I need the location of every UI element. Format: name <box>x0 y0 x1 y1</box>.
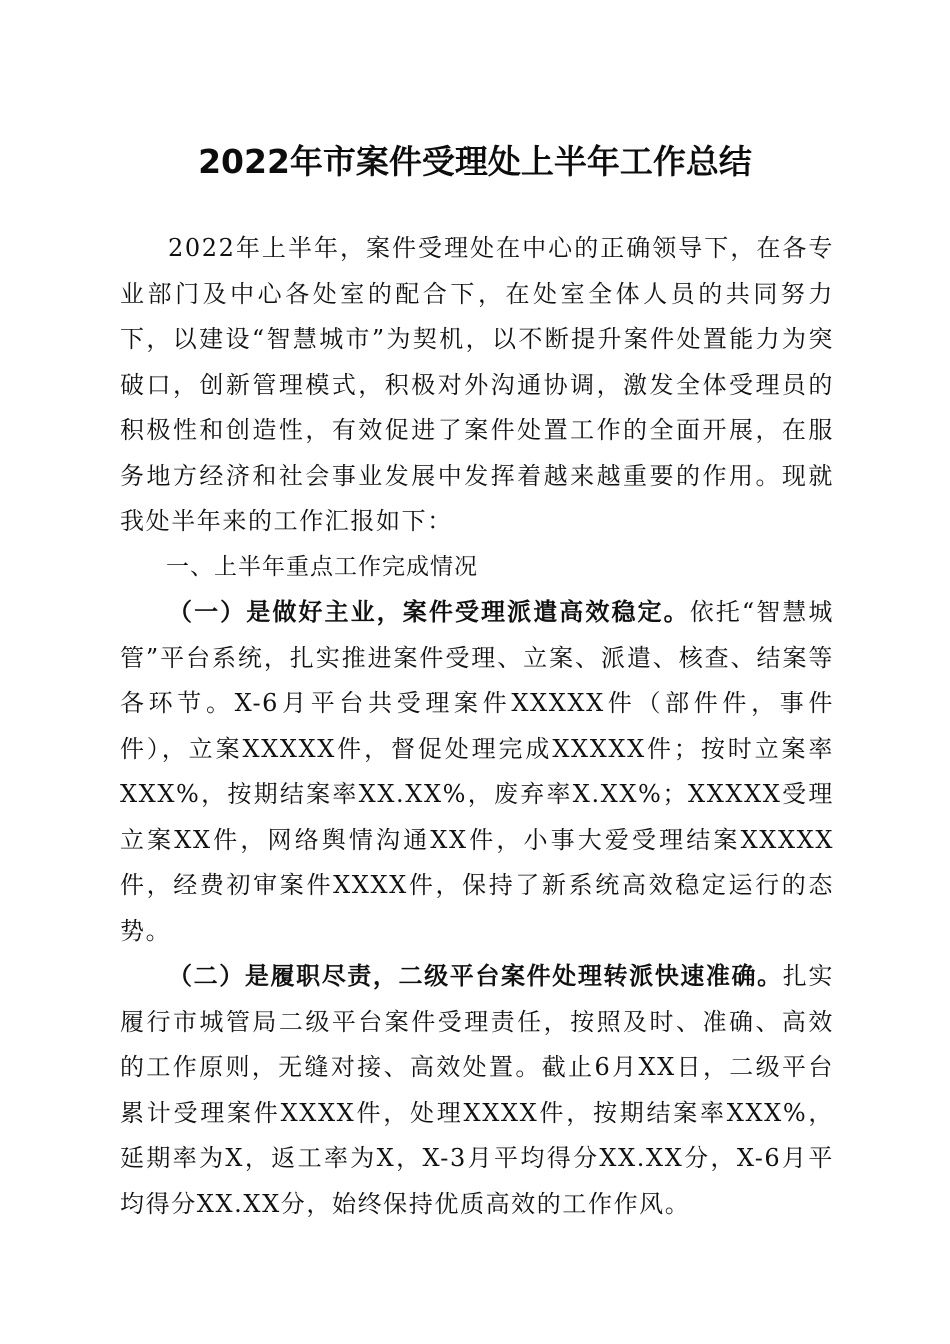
item-2-text: 扎实履行市城管局二级平台案件受理责任，按照及时、准确、高效的工作原则，无缝对接、高效处置。截止6月XX日，二级平台累计受理案件XXXX件，处理XXXX件，按期结案率XXX%，延期率为X，返工率为X，X-3月平均得分XX.XX分，X-6月平均得分XX.XX分，始终保持优质高效的工作作风。 <box>120 962 834 1218</box>
section-heading: 一、上半年重点工作完成情况 <box>166 553 478 580</box>
item-2-paragraph <box>120 954 834 1227</box>
intro-paragraph: 2022年上半年，案件受理处在中心的正确领导下，在各专业部门及中心各处室的配合下，在处室全体人员的共同努力下，以建设“智慧城市”为契机，以不断提升案件处置能力为突破口，创新管理模式，积极对外沟通协调，激发全体受理员的积极性和创造性，有效促进了案件处置工作的全面开展，在服务地方经济和社会事业发展中发挥着越来越重要的作用。现就我处半年来的工作汇报如下： <box>120 234 834 535</box>
item-1-heading: （一）是做好主业，案件受理派遣高效稳定。 <box>168 598 690 626</box>
document-title: 2022年市案件受理处上半年工作总结 <box>198 142 752 181</box>
item-1-paragraph <box>120 590 834 954</box>
item-2-heading: （二）是履职尽责，二级平台案件处理转派快速准确。 <box>168 962 783 990</box>
item-1-text: 依托“智慧城管”平台系统，扎实推进案件受理、立案、派遣、核查、结案等各环节。X-6月平台共受理案件XXXXX件（部件件，事件件），立案XXXXX件，督促处理完成XXXXX件；按时立案率XXX%，按期结案率XX.XX%，废弃率X.XX%；XXXXX受理立案XX件，网络舆情沟通XX件，小事大爱受理结案XXXXX件，经费初审案件XXXX件，保持了新系统高效稳定运行的态势。 <box>120 598 834 945</box>
document-body <box>120 226 834 1227</box>
